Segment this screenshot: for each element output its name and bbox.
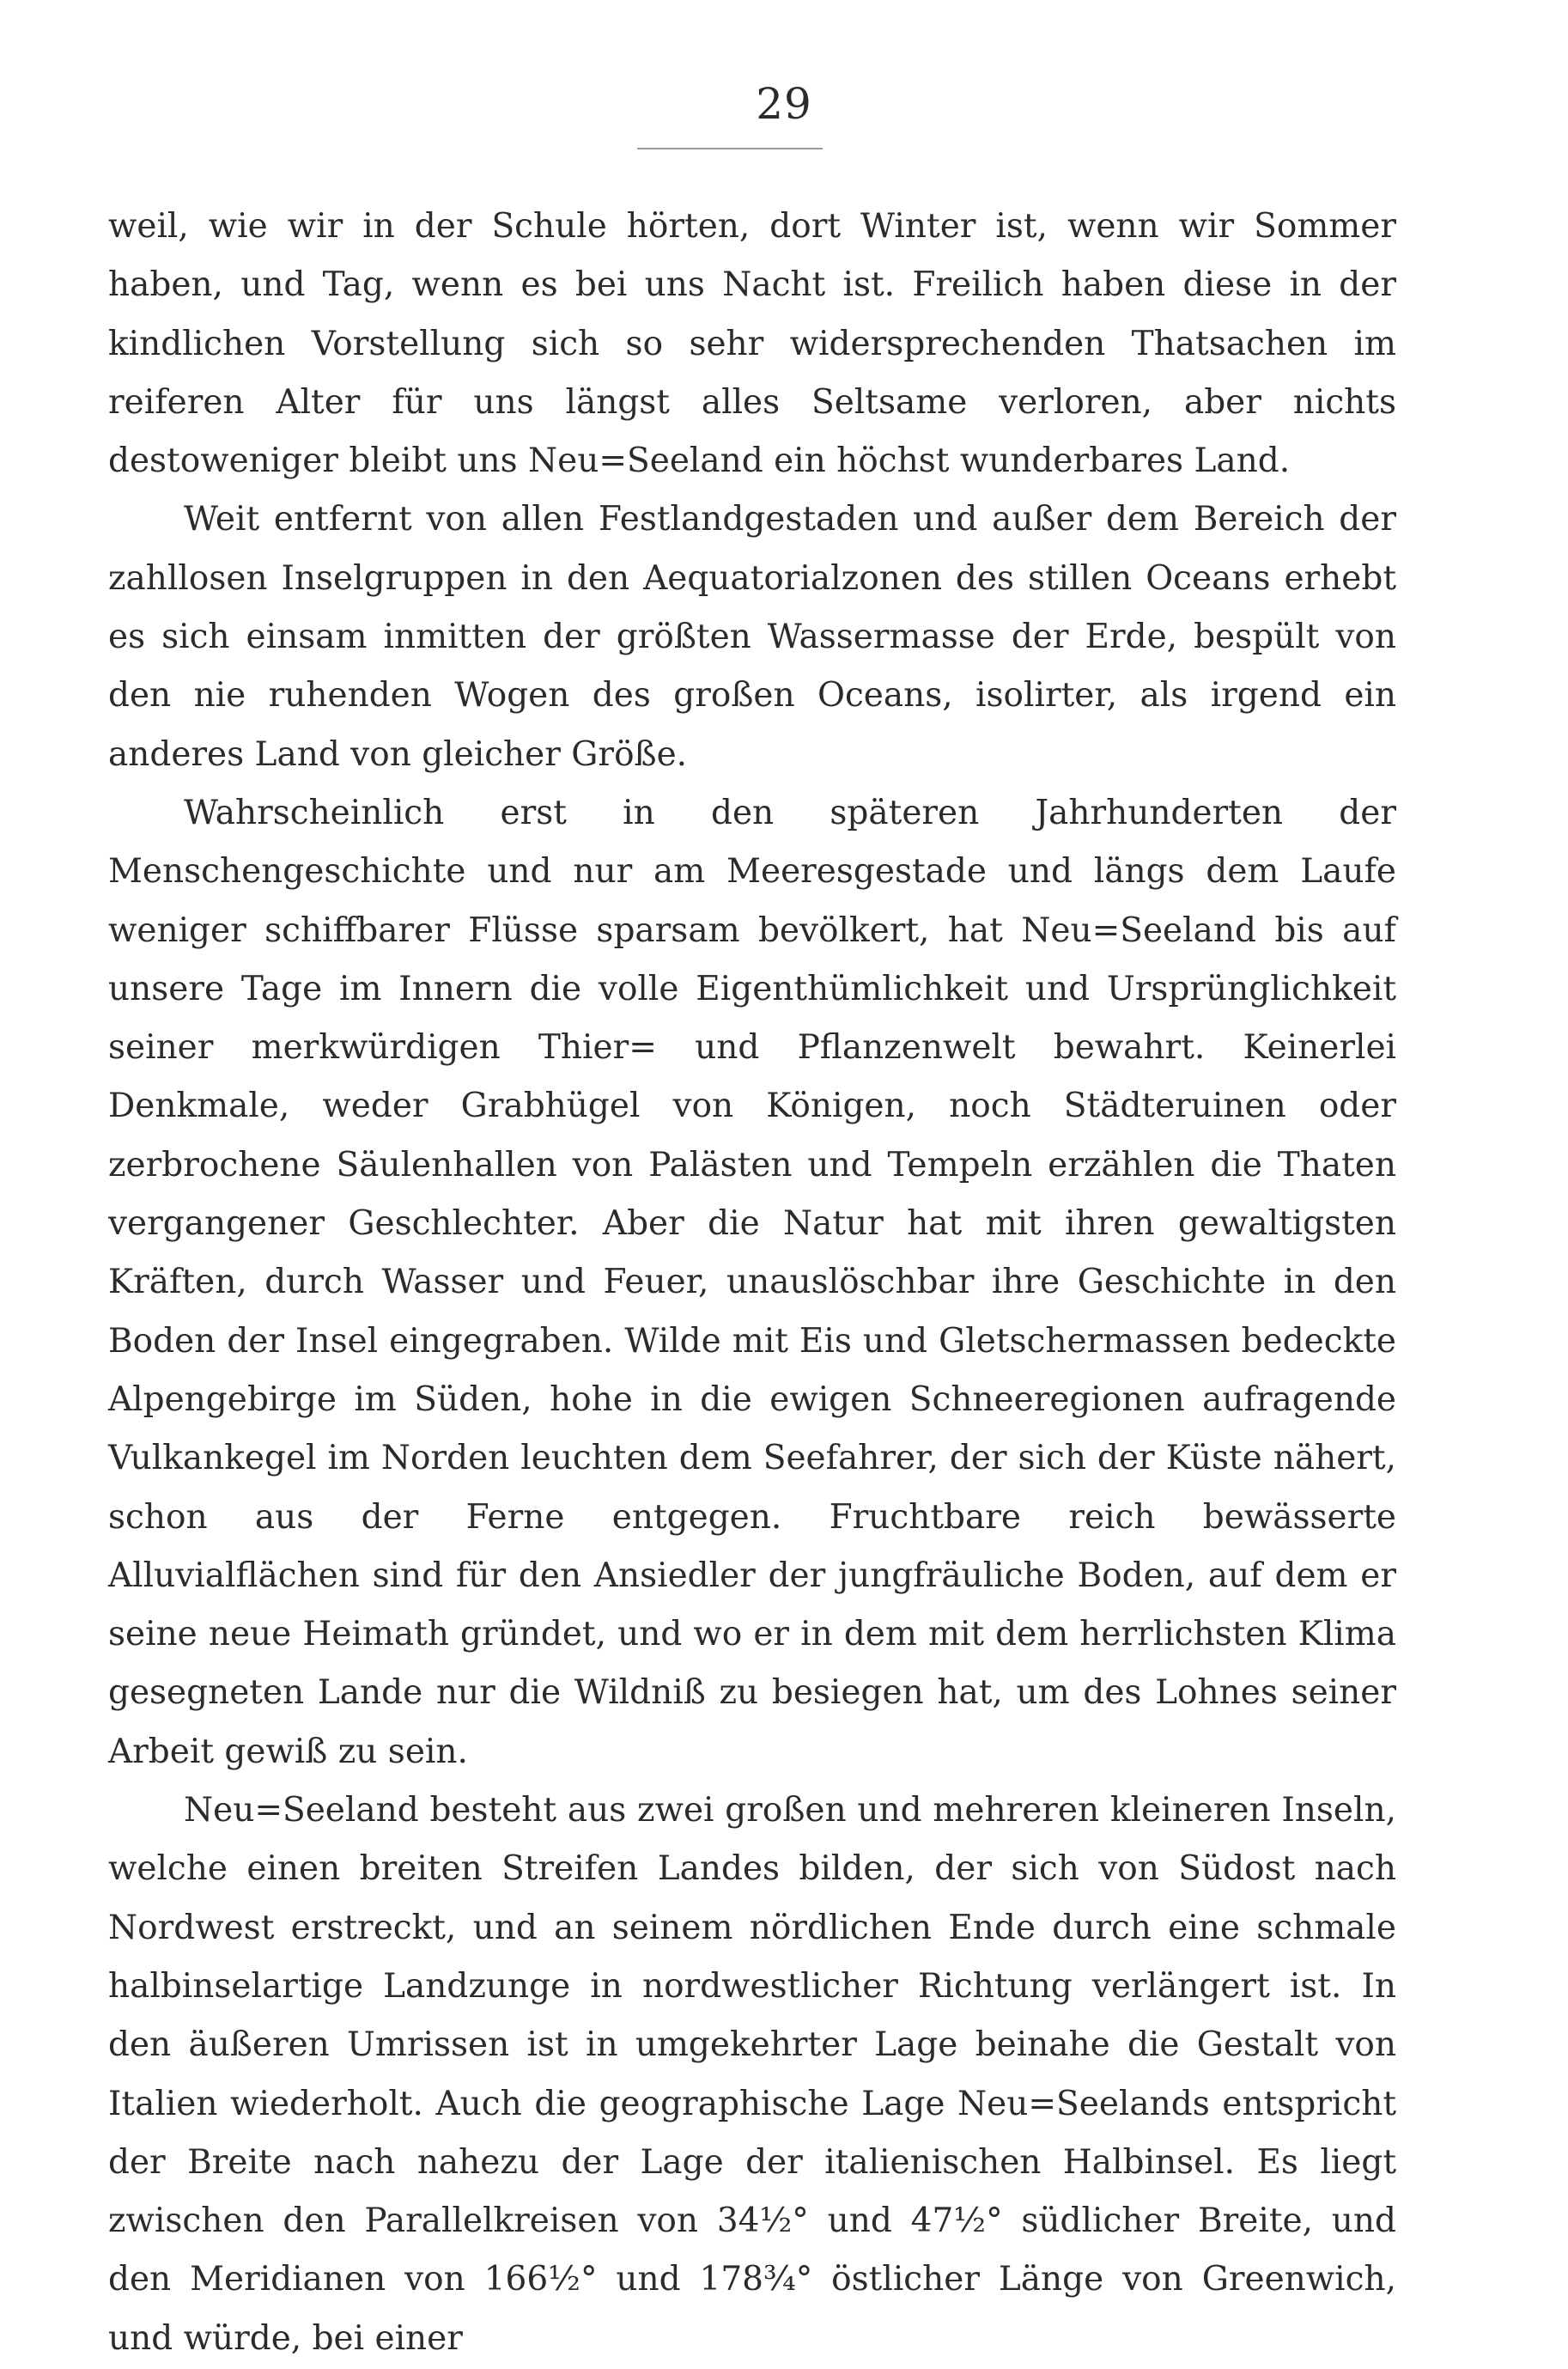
page-number: 29 xyxy=(756,79,812,129)
paragraph-3: Wahrscheinlich erst in den späteren Jahrhunderten der Menschengeschichte und nur am Meeresgestade und längs dem Laufe weniger schiffbarer Flüsse sparsam bevölkert, hat Neu=Seeland bis auf unsere Tage im Innern die volle Eigenthümlichkeit und Ursprünglichkeit seiner merkwürdigen Thier= und Pflanzenwelt bewahrt. Keinerlei Denkmale, weder Grabhügel von Königen, noch Städteruinen oder zerbrochene Säulenhallen von Palästen und Tempeln erzählen die Thaten vergangener Geschlechter. Aber die Natur hat mit ihren gewaltigsten Kräften, durch Wasser und Feuer, unauslöschbar ihre Geschichte in den Boden der Insel eingegraben. Wilde mit Eis und Gletschermassen bedeckte Alpengebirge im Süden, hohe in die ewigen Schneeregionen aufragende Vulkankegel im Norden leuchten dem Seefahrer, der sich der Küste nähert, schon aus der Ferne entgegen. Fruchtbare reich bewässerte Alluvialflächen sind für den Ansiedler der jungfräuliche Boden, auf dem er seine neue Heimath gründet, und wo er in dem mit dem herrlichsten Klima gesegneten Lande nur die Wildniß zu besiegen hat, um des Lohnes seiner Arbeit gewiß zu sein. xyxy=(108,793,1396,1771)
body-text xyxy=(108,198,1396,2368)
paragraph-4: Neu=Seeland besteht aus zwei großen und mehreren kleineren Inseln, welche einen breiten Streifen Landes bilden, der sich von Südost nach Nordwest erstreckt, und an seinem nördlichen Ende durch eine schmale halbinselartige Landzunge in nordwestlicher Richtung verlängert ist. In den äußeren Umrissen ist in umgekehrter Lage beinahe die Gestalt von Italien wiederholt. Auch die geographische Lage Neu=Seelands entspricht der Breite nach nahezu der Lage der italienischen Halbinsel. Es liegt zwischen den Parallelkreisen von 34½° und 47½° südlicher Breite, und den Meridianen von 166½° und 178¾° östlicher Länge von Greenwich, und würde, bei einer xyxy=(108,1791,1396,2358)
header-rule xyxy=(637,148,823,149)
paragraph-2: Weit entfernt von allen Festlandgestaden und außer dem Bereich der zahllosen Inselgruppen in den Aequatorialzonen des stillen Oceans erhebt es sich einsam inmitten der größten Wassermasse der Erde, bespült von den nie ruhenden Wogen des großen Oceans, isolirter, als irgend ein anderes Land von gleicher Größe. xyxy=(108,500,1396,774)
paragraph-1: weil, wie wir in der Schule hörten, dort Winter ist, wenn wir Sommer haben, und Tag, wenn es bei uns Nacht ist. Freilich haben diese in der kindlichen Vorstellung sich so sehr widersprechenden Thatsachen im reiferen Alter für uns längst alles Seltsame verloren, aber nichts destoweniger bleibt uns Neu=Seeland ein höchst wunderbares Land. xyxy=(108,207,1396,481)
